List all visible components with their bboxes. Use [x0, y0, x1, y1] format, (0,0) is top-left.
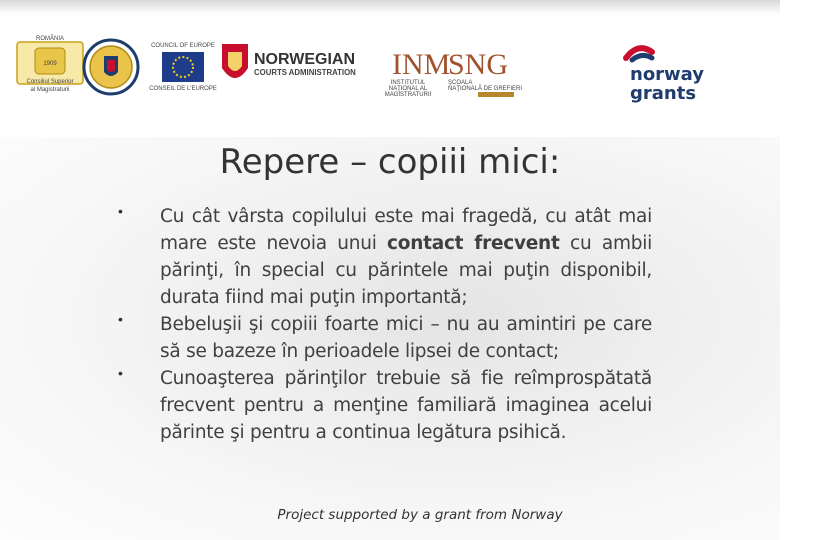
- sng-mark: SNG: [448, 48, 509, 81]
- nca-name-1: NORWEGIAN: [254, 51, 356, 68]
- bullet-text-part: Cunoaşterea părinţilor trebuie să fie reîmprospătată frecvent pentru a menţine familiară imaginea acelui părinte şi pentru a continua legătura psihică.: [160, 368, 652, 443]
- bullet-text-part: cu ambii părinţi, în special cu părintele mai puţin disponibil, durata fiind mai puţin importantă;: [160, 233, 652, 308]
- norwegian-courts-logo: [218, 38, 368, 94]
- csm-name-2: al Magistraturii: [30, 87, 70, 93]
- ministry-justice-seal: [80, 38, 142, 96]
- csm-year: 1909: [43, 61, 57, 67]
- csm-logo: [15, 34, 85, 94]
- logo-header: [0, 0, 780, 137]
- footer-credit: Project supported by a grant from Norway: [277, 507, 563, 523]
- inm-logo: [370, 40, 451, 98]
- norway-grants-word-2: grants: [630, 83, 697, 104]
- bullet-text-emphasis: contact frecvent: [387, 233, 560, 254]
- csm-country: ROMÂNIA: [35, 36, 65, 42]
- coe-name-fr: CONSEIL DE L'EUROPE: [149, 86, 217, 92]
- norway-grants-word-1: norway: [630, 64, 705, 85]
- bullet-list: [112, 203, 652, 446]
- bullet-text: [160, 203, 652, 311]
- norway-grants-logo: [618, 38, 712, 102]
- bullet-marker: •: [118, 203, 123, 219]
- inm-name-3: MAGISTRATURII: [384, 92, 432, 98]
- nca-name-2: COURTS ADMINISTRATION: [254, 68, 356, 77]
- inm-name-2: NAŢIONAL AL: [388, 86, 428, 92]
- slide-title: Repere – copiii mici:: [219, 142, 561, 182]
- sng-ribbon: [478, 92, 514, 97]
- inm-name-1: INSTITUTUL: [390, 80, 426, 86]
- sng-name-1: ŞCOALA: [448, 80, 473, 86]
- bullet-marker: •: [118, 311, 123, 327]
- sng-name-2: NAŢIONALĂ DE GREFIERI: [448, 86, 523, 92]
- bullet-marker: •: [118, 365, 123, 381]
- bullet-item: [112, 203, 652, 311]
- bullet-text: [160, 311, 652, 365]
- csm-name-1: Consiliul Superior: [26, 79, 74, 85]
- bullet-item: [112, 365, 652, 446]
- council-of-europe-logo: [148, 40, 218, 92]
- header-shadow: [0, 0, 780, 14]
- bullet-text-part: Cu cât vârsta copilului este mai fragedă, cu atât mai mare este nevoia unui: [160, 206, 652, 254]
- inm-mark: INM: [392, 48, 451, 81]
- bullet-text-part: Bebeluşii şi copiii foarte mici – nu au amintiri pe care să se bazeze în perioadele lipsei de contact;: [160, 314, 652, 362]
- coe-name-en: COUNCIL OF EUROPE: [151, 43, 215, 49]
- bullet-text: [160, 365, 652, 446]
- bullet-item: [112, 311, 652, 365]
- sng-logo: [442, 40, 523, 98]
